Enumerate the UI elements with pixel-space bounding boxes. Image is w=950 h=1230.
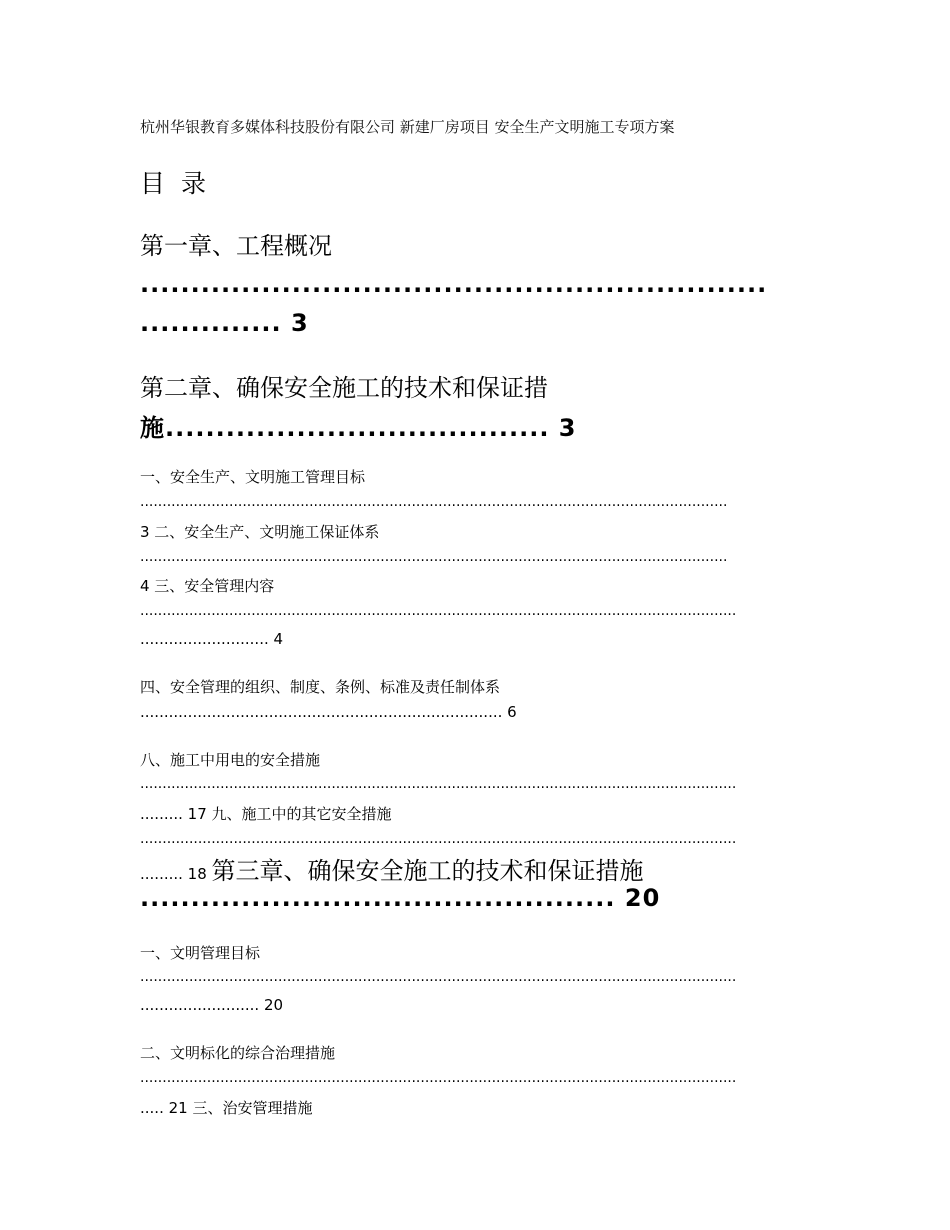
toc-chapter-3-row [140, 851, 644, 886]
toc-section-3-dots: ...................................................................................................................................... [140, 603, 737, 619]
toc-section-8-dots: ...................................................................................................................................... [140, 776, 737, 792]
toc-civil-1-title: 一、文明管理目标 [140, 944, 261, 962]
toc-chapter-1-title: 第一章、工程概况 [140, 232, 332, 260]
toc-chapter-2-title: 第二章、确保安全施工的技术和保证措 [140, 374, 548, 402]
toc-section-9-dots: ...................................................................................................................................... [140, 831, 737, 847]
toc-section-2-dots: .................................................................................................................................... [140, 549, 728, 565]
toc-section-8-title: 八、施工中用电的安全措施 [140, 751, 321, 769]
document-header: 杭州华银教育多媒体科技股份有限公司 新建厂房项目 安全生产文明施工专项方案 [140, 118, 675, 136]
toc-section-9-page: ......... 18 [140, 865, 212, 883]
toc-section-4-page: ............................................................................ 6 [140, 703, 517, 721]
toc-section-3-title: 4 三、安全管理内容 [140, 577, 275, 595]
toc-section-3-page: ........................... 4 [140, 630, 284, 648]
toc-chapter-2-page: 施...................................... 3 [140, 414, 577, 442]
toc-title: 目 录 [140, 169, 210, 198]
toc-chapter-3-page: ............................................... 20 [140, 884, 661, 912]
toc-civil-2-title: 二、文明标化的综合治理措施 [140, 1044, 336, 1062]
toc-civil-1-dots: ...................................................................................................................................... [140, 969, 737, 985]
toc-section-1-title: 一、安全生产、文明施工管理目标 [140, 468, 366, 486]
toc-chapter-1-dots: .............................................................. [140, 270, 768, 298]
toc-section-4-title: 四、安全管理的组织、制度、条例、标准及责任制体系 [140, 678, 501, 696]
toc-civil-2-page: ..... 21 三、治安管理措施 [140, 1099, 313, 1117]
toc-section-2-title: 3 二、安全生产、文明施工保证体系 [140, 523, 380, 541]
toc-section-1-dots: .................................................................................................................................... [140, 494, 728, 510]
toc-chapter-1-page: .............. 3 [140, 309, 309, 337]
toc-section-8-page: ......... 17 九、施工中的其它安全措施 [140, 805, 392, 823]
toc-civil-2-dots: ...................................................................................................................................... [140, 1070, 737, 1086]
toc-civil-1-page: ......................... 20 [140, 996, 284, 1014]
toc-chapter-3-title: 第三章、确保安全施工的技术和保证措施 [211, 857, 644, 885]
